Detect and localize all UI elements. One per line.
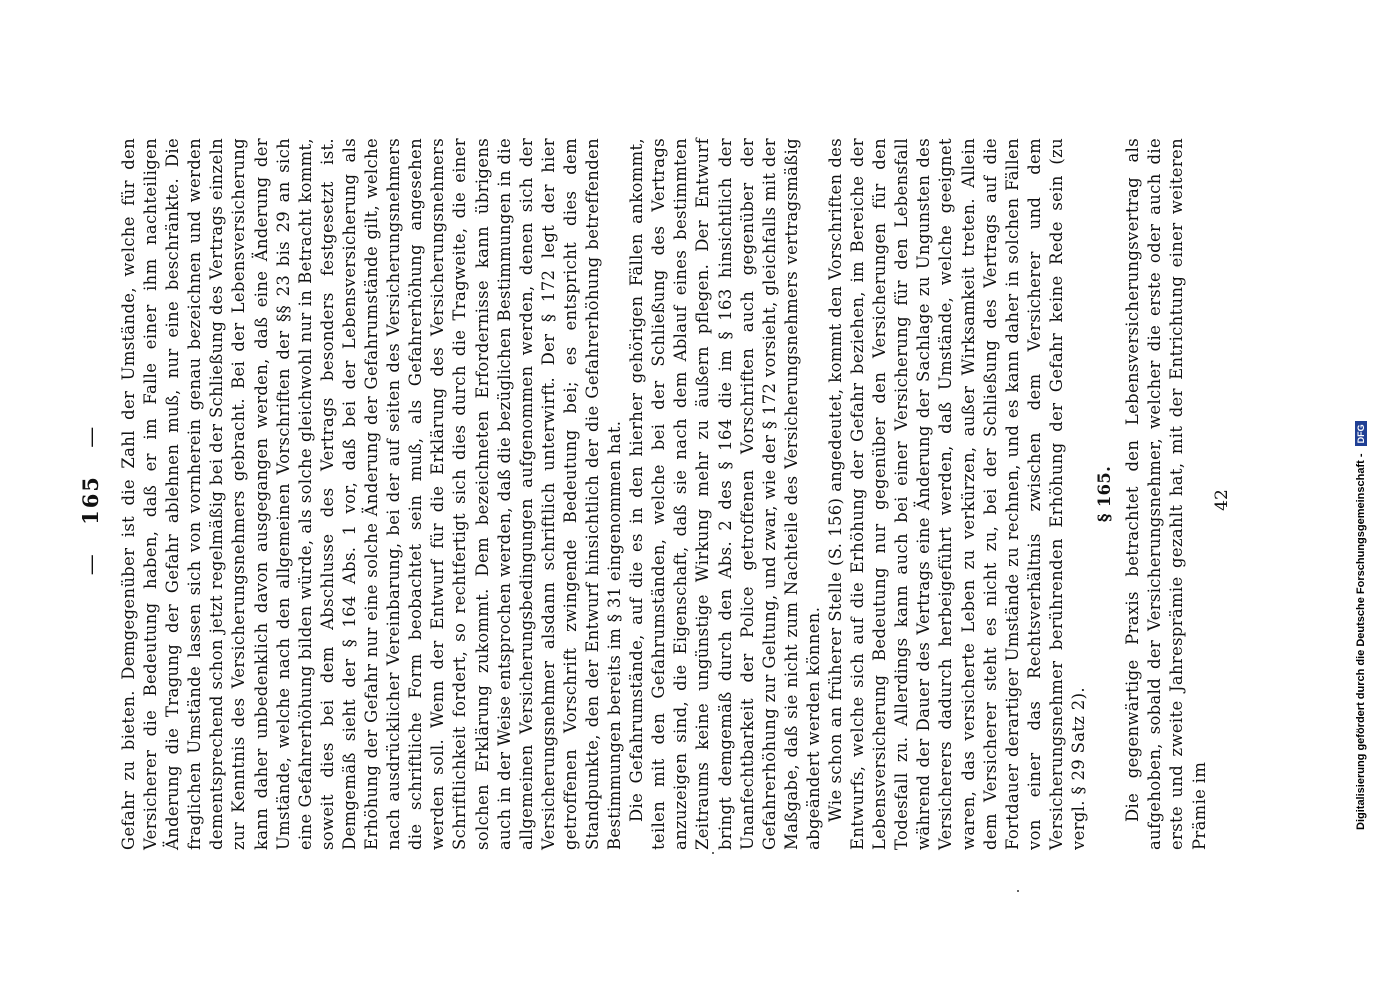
paragraph-3: Wie schon an früherer Stelle (S. 156) angedeutet, kommt den Vorschriften des Entwurfs, welche sich auf die Erhöhung der Gefahr beziehen, im Bereiche der Lebensversicherung Bedeutung nur gegenüber den Versicherungen für den Todesfall zu. Allerdings kann auch bei einer Versicherung für den Lebensfall während der Dauer des Vertrags eine Änderung der Sachlage zu Ungunsten des Versicherers dadurch herbeigeführt werden, daß Umstände, welche geeignet waren, das versicherte Leben zu verkürzen, außer Wirksamkeit treten. Allein dem Versicherer steht es nicht zu, bei der Schließung des Vertrags auf die Fortdauer derartiger Umstände zu rechnen, und es kann daher in solchen Fällen von einer das Rechtsverhältnis zwischen dem Versicherer und dem Versicherungsnehmer berührenden Erhöhung der Gefahr keine Rede sein (zu vergl. § 29 Satz 2). bbox=[826, 138, 1089, 850]
header-dash-left: — bbox=[79, 552, 103, 576]
digitization-note-text: Digitalisierung gefördert durch die Deutsche Forschungsgemeinschaft - bbox=[1355, 453, 1367, 830]
paragraph-2: Die Gefahrumstände, auf die es in den hierher gehörigen Fällen ankommt, teilen mit den Gefahrumständen, welche bei der Schließung des Vertrags anzuzeigen sind, die Eigenschaft, daß sie nach dem Ablauf eines bestimmten Zeitraums keine ungünstige Wirkung mehr zu äußern pflegen. Der Entwurf bringt demgemäß durch den Abs. 2 des § 164 die im § 163 hinsichtlich der Unanfechtbarkeit der Police getroffenen Vorschriften auch gegenüber der Gefahrerhöhung zur Geltung, und zwar, wie der § 172 vorsieht, gleichfalls mit der Maßgabe, daß sie nicht zum Nachteile des Versicherungsnehmers vertragsmäßig abgeändert werden können. bbox=[627, 138, 823, 850]
paragraph-4: Die gegenwärtige Praxis betrachtet den Lebensversicherungsvertrag als aufgehoben, sobald der Versicherungsnehmer, welcher die erste oder auch die erste und zweite Jahresprämie gezahlt hat, mit der Entrichtung einer weiteren Prämie im bbox=[1123, 138, 1209, 850]
scan-speck bbox=[1017, 890, 1019, 892]
sheet-number: 42 bbox=[1212, 489, 1232, 511]
digitization-note bbox=[1355, 0, 1367, 830]
page-number: 165 bbox=[78, 475, 103, 525]
dfg-logo: DFG bbox=[1355, 421, 1367, 446]
section-heading: § 165. bbox=[1095, 465, 1115, 523]
page-header bbox=[78, 0, 103, 1000]
header-dash-right: — bbox=[79, 424, 103, 448]
paragraph-1: Gefahr zu bieten. Demgegenüber ist die Zahl der Umstände, welche für den Versicherer die Bedeutung haben, daß er im Falle einer ihm nachteiligen Änderung die Tragung der Gefahr ablehnen muß, nur eine beschränkte. Die fraglichen Umstände lassen sich von vornherein genau bezeichnen und werden dementsprechend schon jetzt regelmäßig bei der Schließung des Vertrags einzeln zur Kenntnis des Versicherungsnehmers gebracht. Bei der Lebensversicherung kann daher unbedenklich davon ausgegangen werden, daß eine Änderung der Umstände, welche nach den allgemeinen Vorschriften der §§ 23 bis 29 an sich eine Gefahrerhöhung bilden würde, als solche gleichwohl nur in Betracht kommt, soweit dies bei dem Abschlusse des Vertrags besonders festgesetzt ist. Demgemäß sieht der § 164 Abs. 1 vor, daß bei der Lebensversicherung als Erhöhung der Gefahr nur eine solche Änderung der Gefahrumstände gilt, welche nach ausdrücklicher Vereinbarung, bei der auf seiten des Versicherungsnehmers die schriftliche Form beobachtet sein muß, als Gefahrerhöhung angesehen werden soll. Wenn der Entwurf für die Erklärung des Versicherungsnehmers Schriftlichkeit fordert, so rechtfertigt sich dies durch die Tragweite, die einer solchen Erklärung zukommt. Dem bezeichneten Erfordernisse kann übrigens auch in der Weise entsprochen werden, daß die bezüglichen Bestimmungen in die allgemeinen Versicherungsbedingungen aufgenommen werden, denen sich der Versicherungsnehmer alsdann schriftlich unterwirft. Der § 172 legt der hier getroffenen Vorschrift zwingende Bedeutung bei; es entspricht dies dem Standpunkte, den der Entwurf hinsichtlich der die Gefahrerhöhung betreffenden Bestimmungen bereits im § 31 eingenommen hat. bbox=[119, 138, 625, 850]
scan-speck bbox=[712, 852, 714, 854]
body-text bbox=[118, 138, 1211, 850]
